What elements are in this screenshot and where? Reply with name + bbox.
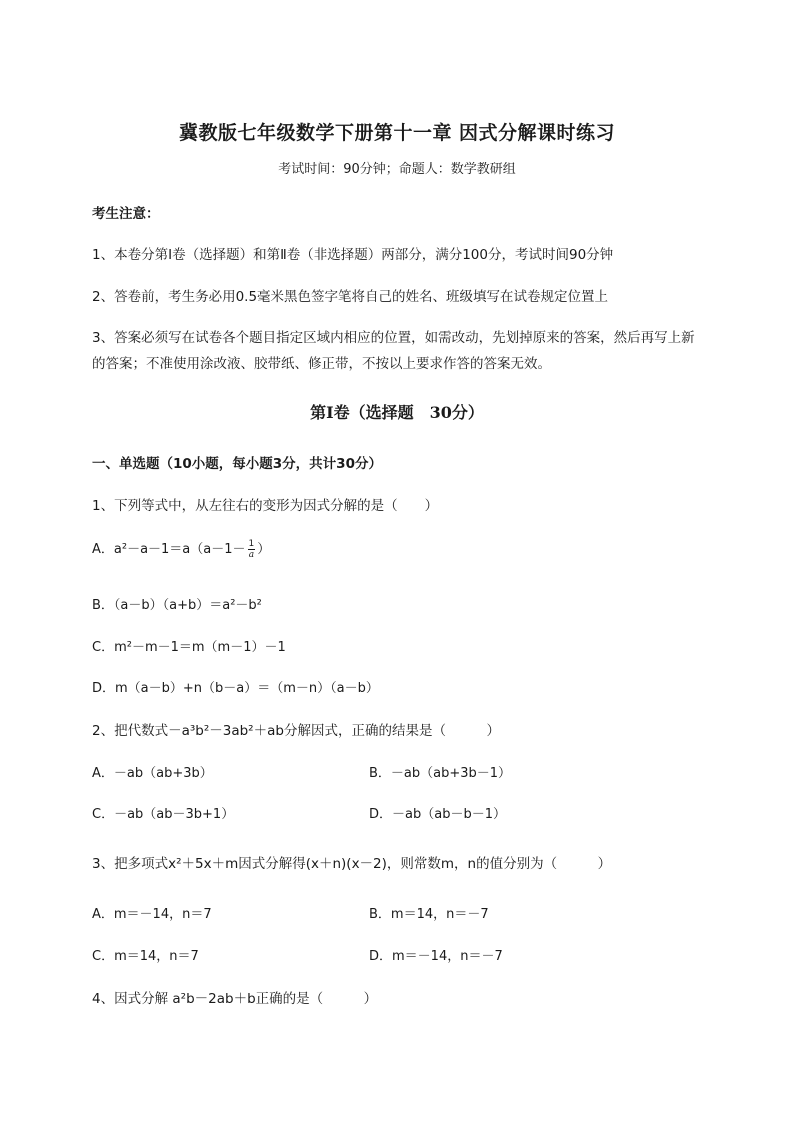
exam-title: 冀教版七年级数学下册第十一章 因式分解课时练习 <box>178 122 616 144</box>
fraction-denominator: a <box>248 550 255 560</box>
section-title: 第I卷（选择题 30分） <box>310 403 484 422</box>
question-3-option-b: B．m＝14，n＝－7 <box>369 907 489 922</box>
part-heading: 一、单选题（10小题，每小题3分，共计30分） <box>92 456 382 472</box>
option-a-text: A．a²－a－1＝a（a－1－ <box>92 542 246 557</box>
question-2-option-b: B．－ab（ab+3b－1） <box>369 766 512 781</box>
exam-subtitle: 考试时间：90分钟；命题人：数学教研组 <box>278 162 516 177</box>
question-1-option-d: D．m（a－b）+n（b－a）＝（m－n）（a－b） <box>92 681 379 696</box>
question-3-option-a: A．m＝－14，n＝7 <box>92 907 212 922</box>
question-2-option-c: C．－ab（ab－3b+1） <box>92 807 235 822</box>
fraction-numerator: 1 <box>248 539 255 549</box>
notice-item-1: 1、本卷分第I卷（选择题）和第Ⅱ卷（非选择题）两部分，满分100分，考试时间90分钟 <box>92 247 614 263</box>
question-3-stem: 3、把多项式x²＋5x＋m因式分解得(x＋n)(x－2)，则常数m，n的值分别为（ ） <box>92 856 612 872</box>
question-3-option-c: C．m＝14，n＝7 <box>92 949 199 964</box>
question-1-stem: 1、下列等式中，从左往右的变形为因式分解的是（ ） <box>92 498 439 514</box>
question-2-option-d: D．－ab（ab－b－1） <box>369 807 506 822</box>
question-2-option-a: A．－ab（ab+3b） <box>92 766 213 781</box>
question-1-option-c: C．m²－m－1＝m（m－1）－1 <box>92 640 286 655</box>
question-2-stem: 2、把代数式－a³b²－3ab²＋ab分解因式，正确的结果是（ ） <box>92 723 500 739</box>
notice-heading: 考生注意： <box>92 206 160 222</box>
notice-item-3-cont: 的答案；不准使用涂改液、胶带纸、修正带，不按以上要求作答的答案无效。 <box>92 356 551 372</box>
option-a-suffix: ） <box>257 542 271 557</box>
notice-item-3: 3、答案必须写在试卷各个题目指定区域内相应的位置，如需改动，先划掉原来的答案，然后再写上新 <box>92 330 695 346</box>
question-3-option-d: D．m＝－14，n＝－7 <box>369 949 503 964</box>
question-4-stem: 4、因式分解 a²b－2ab＋b正确的是（ ） <box>92 991 378 1007</box>
question-1-option-a <box>92 538 270 560</box>
question-1-option-b: B．（a－b）（a+b）＝a²－b² <box>92 598 262 613</box>
fraction <box>248 539 256 560</box>
notice-item-2: 2、答卷前，考生务必用0.5毫米黑色签字笔将自己的姓名、班级填写在试卷规定位置上 <box>92 289 609 305</box>
